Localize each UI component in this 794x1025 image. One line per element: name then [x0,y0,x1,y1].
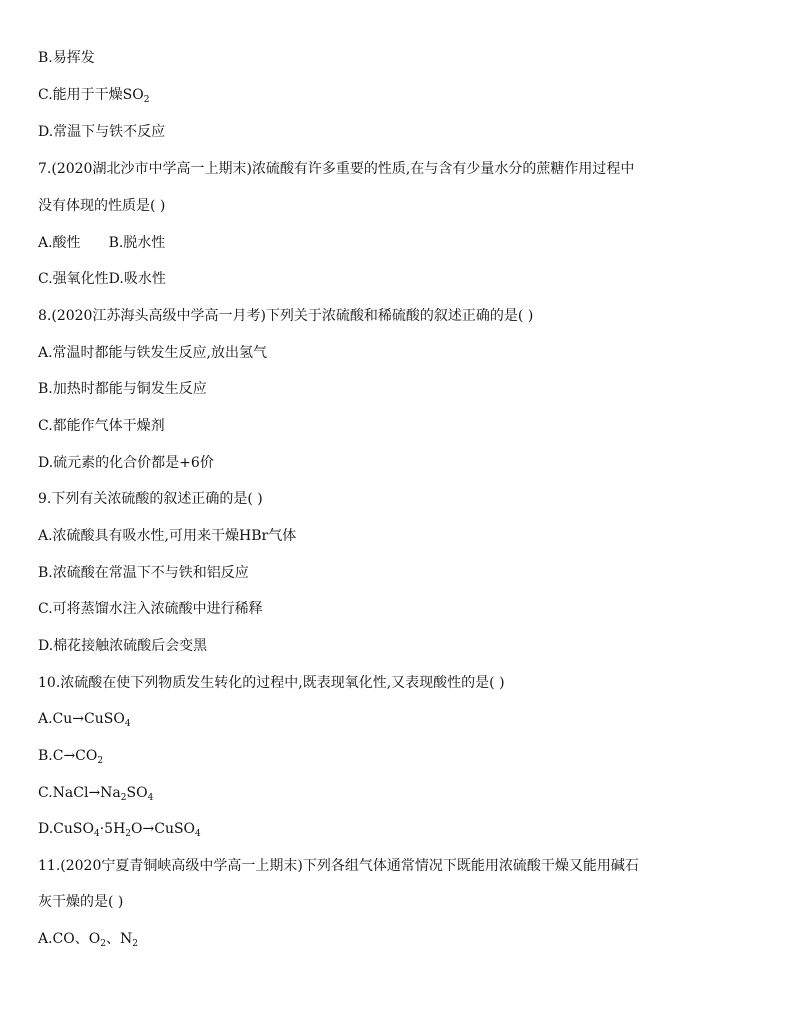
subscript: 2 [143,95,150,105]
formula-part: A.CO、O [38,931,101,947]
q8-option-c: C.都能作气体干燥剂 [38,418,165,434]
q6-option-c [38,85,149,105]
formula-part: O→CuSO [131,821,196,837]
q11-option-a [38,929,138,949]
q8-option-d: D.硫元素的化合价都是+6价 [38,455,214,471]
q7-stem-line1: 7.(2020湖北沙市中学高一上期末)浓硫酸有许多重要的性质,在与含有少量水分的蔗糖作用过程中 [38,161,635,177]
q7-option-a: A.酸性 [38,235,81,251]
subscript: 2 [97,756,104,766]
q9-option-b: B.浓硫酸在常温下不与铁和铝反应 [38,565,249,581]
subscript: 2 [100,939,106,949]
subscript: 4 [93,829,100,839]
q7-option-b: B.脱水性 [108,235,166,251]
formula-part: 、N [105,931,133,947]
formula-part: A.Cu→CuSO [38,711,125,727]
q7-options-cd [38,269,166,289]
q6-option-c-text: C.能用于干燥SO [38,87,144,103]
subscript: 4 [195,829,201,839]
q10-option-c [38,783,153,803]
q6-option-b: B.易挥发 [38,50,95,66]
subscript: 2 [120,793,127,803]
q9-stem: 9.下列有关浓硫酸的叙述正确的是( ) [38,491,263,507]
q11-stem-line1: 11.(2020宁夏青铜峡高级中学高一上期末)下列各组气体通常情况下既能用浓硫酸干燥又能用碱石 [38,858,639,874]
subscript: 2 [125,829,132,839]
q7-option-c: C.强氧化性 [38,271,109,287]
q10-option-b [38,746,103,766]
q8-option-a: A.常温时都能与铁发生反应,放出氢气 [38,345,268,361]
q8-stem: 8.(2020江苏海头高级中学高一月考)下列关于浓硫酸和稀硫酸的叙述正确的是( ) [38,308,534,324]
q7-options-ab [38,233,165,253]
q10-option-a [38,709,131,729]
formula-part: B.C→CO [38,748,98,764]
q7-option-d: D.吸水性 [108,271,166,287]
q6-option-d: D.常温下与铁不反应 [38,124,166,140]
subscript: 4 [147,793,154,803]
subscript: 4 [124,719,131,729]
q9-option-d: D.棉花接触浓硫酸后会变黑 [38,638,208,654]
q9-option-c: C.可将蒸馏水注入浓硫酸中进行稀释 [38,601,263,617]
formula-part: C.NaCl→Na [38,785,121,801]
q7-stem-line2: 没有体现的性质是( ) [38,198,166,214]
formula-part: ·5H [99,821,126,837]
q11-stem-line2: 灰干燥的是( ) [38,894,124,910]
subscript: 2 [132,939,138,949]
q10-stem: 10.浓硫酸在使下列物质发生转化的过程中,既表现氧化性,又表现酸性的是( ) [38,675,505,691]
formula-part: D.CuSO [38,821,94,837]
q9-option-a: A.浓硫酸具有吸水性,可用来干燥HBr气体 [38,528,297,544]
q8-option-b: B.加热时都能与铜发生反应 [38,381,207,397]
q10-option-d [38,819,201,839]
formula-part: SO [126,785,148,801]
